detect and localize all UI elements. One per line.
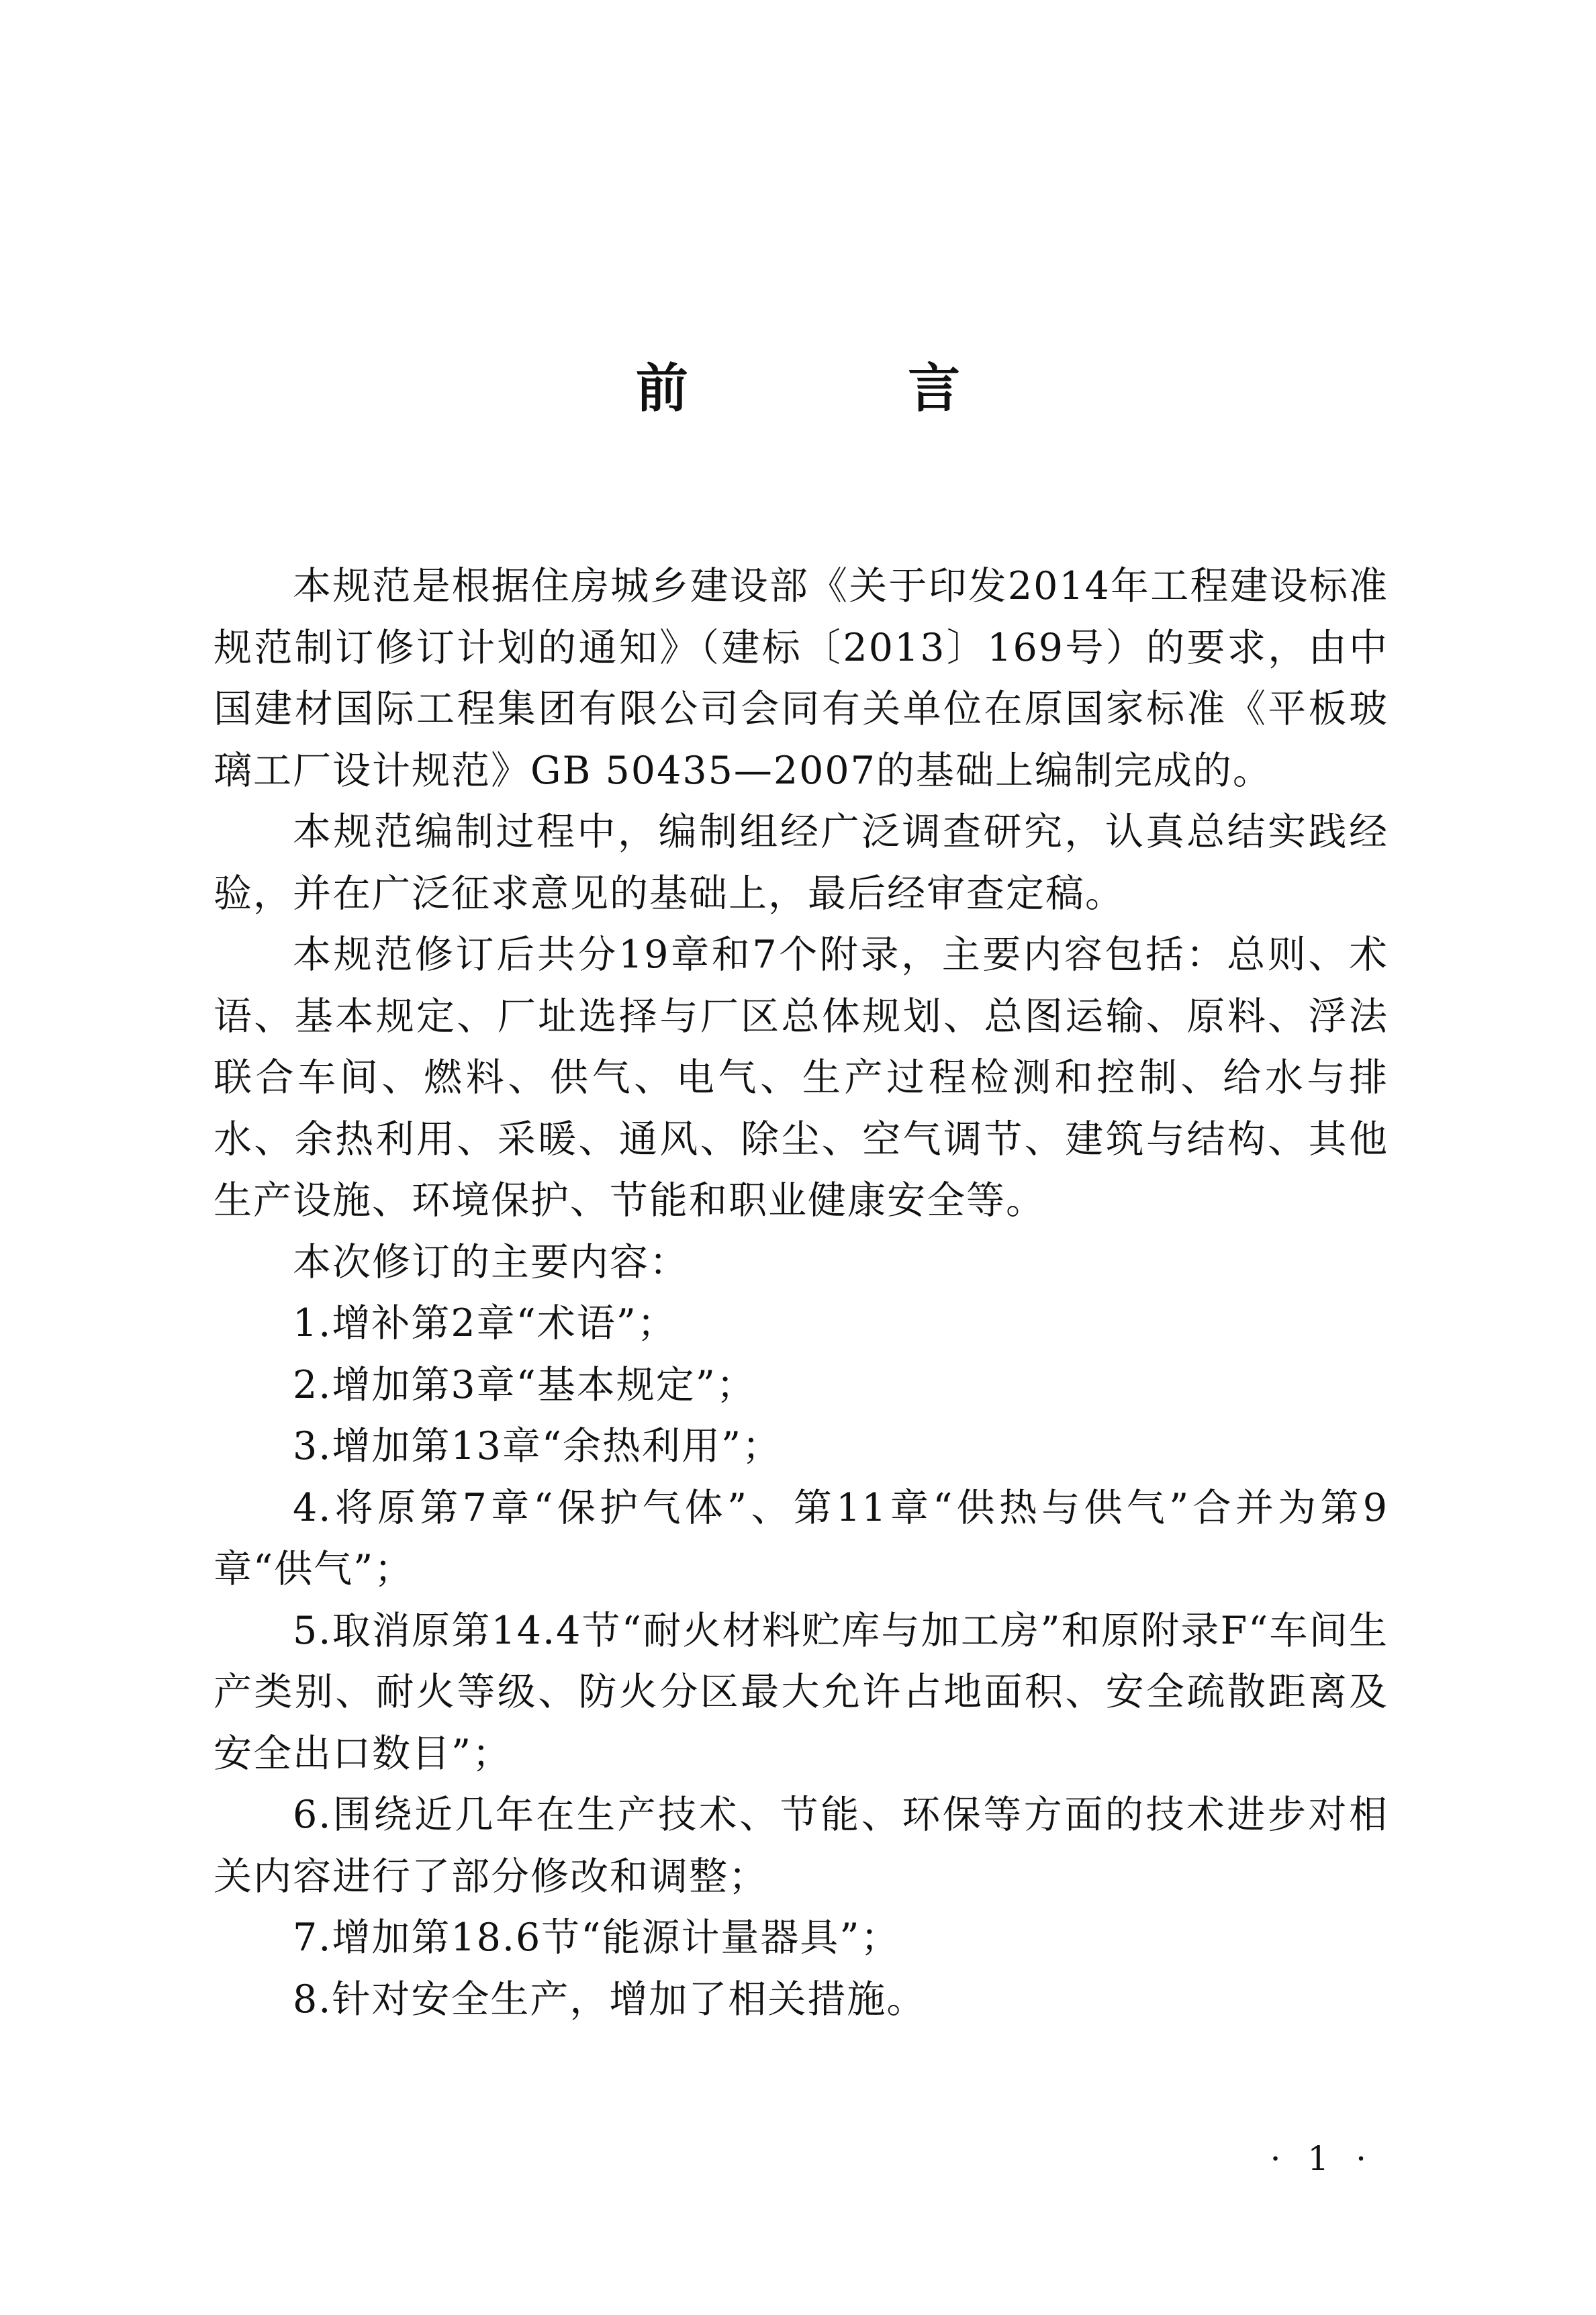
page-title: 前 言 xyxy=(635,359,1062,419)
list-item: 6.围绕近几年在生产技术、节能、环保等方面的技术进步对相关内容进行了部分修改和调整； xyxy=(214,1793,1389,1899)
list-item: 8.针对安全生产，增加了相关措施。 xyxy=(293,1977,927,2022)
paragraph: 本规范编制过程中，编制组经广泛调查研究，认真总结实践经验，并在广泛征求意见的基础上，最后经审查定稿。 xyxy=(214,810,1389,916)
list-item: 4.将原第7章“保护气体”、第11章“供热与供气”合并为第9章“供气”； xyxy=(214,1485,1389,1591)
paragraph: 本次修订的主要内容： xyxy=(293,1239,689,1284)
page-number: · 1 · xyxy=(1270,2139,1374,2178)
list-item: 3.增加第13章“余热利用”； xyxy=(293,1424,782,1468)
paragraph: 本规范修订后共分19章和7个附录，主要内容包括：总则、术语、基本规定、厂址选择与厂区总体规划、总图运输、原料、浮法联合车间、燃料、供气、电气、生产过程检测和控制、给水与排水、余热利用、采暖、通风、除尘、空气调节、建筑与结构、其他生产设施、环境保护、节能和职业健康安全等。 xyxy=(214,933,1389,1223)
paragraph: 本规范是根据住房城乡建设部《关于印发2014年工程建设标准规范制订修订计划的通知》（建标〔2013〕169号）的要求，由中国建材国际工程集团有限公司会同有关单位在原国家标准《平板玻璃工厂设计规范》GB 50435—2007的基础上编制完成的。 xyxy=(214,564,1389,793)
body-text xyxy=(214,556,1389,2030)
list-item: 1.增补第2章“术语”； xyxy=(293,1301,677,1345)
list-item: 5.取消原第14.4节“耐火材料贮库与加工房”和原附录F“车间生产类别、耐火等级、防火分区最大允许占地面积、安全疏散距离及安全出口数目”； xyxy=(214,1608,1389,1776)
list-item: 2.增加第3章“基本规定”； xyxy=(293,1362,756,1407)
list-item: 7.增加第18.6节“能源计量器具”； xyxy=(293,1916,900,1960)
